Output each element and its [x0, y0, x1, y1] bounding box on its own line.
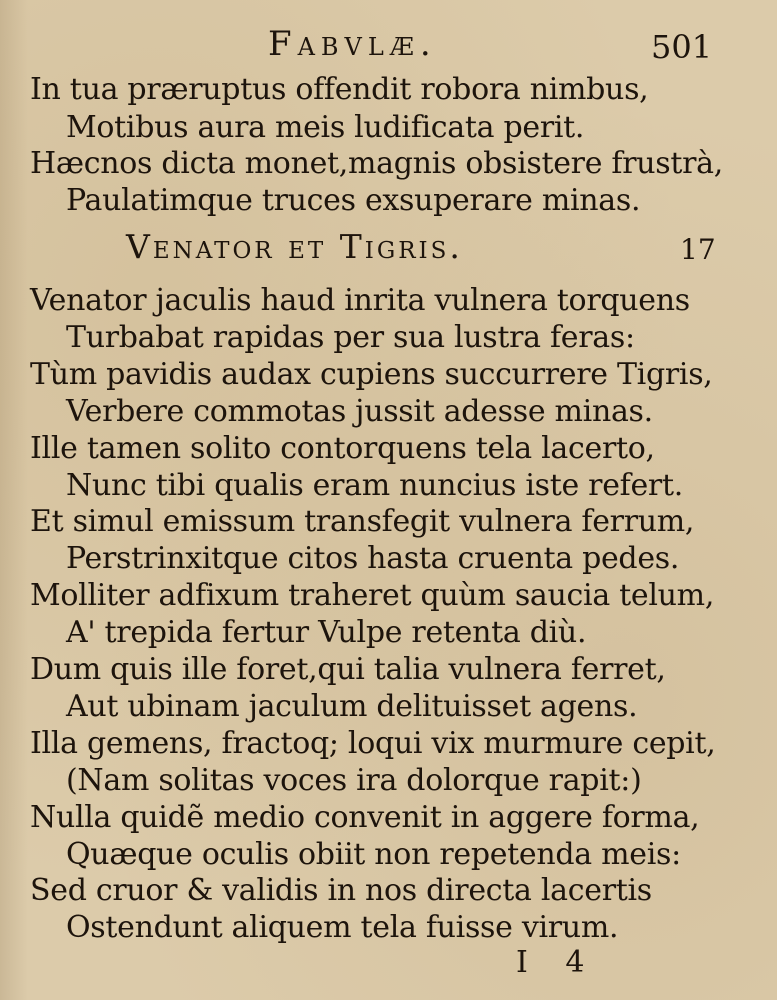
verse-line: Ille tamen solito contorquens tela lacerto,: [30, 431, 655, 466]
page-number: 501: [651, 28, 713, 66]
fable-heading: [0, 225, 777, 275]
verse-line: Et simul emissum transfegit vulnera ferrum,: [30, 504, 695, 539]
running-head: [0, 22, 777, 72]
verse-line: Paulatimque truces exsuperare minas.: [66, 183, 641, 218]
verse-line: In tua præruptus offendit robora nimbus,: [30, 72, 649, 107]
verse-line: Nulla quidẽ medio convenit in aggere forma,: [30, 800, 700, 835]
verse-line: Tùm pavidis audax cupiens succurrere Tigris,: [30, 357, 713, 392]
verse-line: Perstrinxitque citos hasta cruenta pedes.: [66, 541, 680, 576]
verse-line: (Nam solitas voces ira dolorque rapit:): [66, 763, 642, 798]
verse-line: Sed cruor & validis in nos directa lacertis: [30, 873, 652, 908]
verse-line: Venator jaculis haud inrita vulnera torquens: [30, 283, 690, 318]
verse-line: Motibus aura meis ludificata perit.: [66, 110, 585, 145]
running-title: Fabvlæ.: [268, 24, 437, 64]
verse-line: Dum quis ille foret,qui talia vulnera ferret,: [30, 652, 666, 687]
verse-line: Verbere commotas jussit adesse minas.: [66, 394, 653, 429]
verse-line: Quæque oculis obiit non repetenda meis:: [66, 837, 681, 872]
verse-line: Aut ubinam jaculum delituisset agens.: [66, 689, 638, 724]
fable-number: 17: [680, 233, 716, 266]
fable-title: Venator et Tigris.: [126, 227, 463, 266]
verse-line: Turbabat rapidas per sua lustra feras:: [66, 320, 635, 355]
verse-line: Molliter adfixum traheret quùm saucia telum,: [30, 578, 715, 613]
signature-line: [0, 945, 777, 985]
verse-line: Nunc tibi qualis eram nuncius iste refert.: [66, 468, 683, 503]
verse-line: Ostendunt aliquem tela fuisse virum.: [66, 910, 619, 945]
verse-line: A' trepida fertur Vulpe retenta diù.: [66, 615, 587, 650]
verse-line: Illa gemens, fractoq; loqui vix murmure cepit,: [30, 726, 716, 761]
verse-line: Hæcnos dicta monet,magnis obsistere frustrà,: [30, 146, 723, 181]
signature-mark: I 4: [516, 945, 599, 980]
